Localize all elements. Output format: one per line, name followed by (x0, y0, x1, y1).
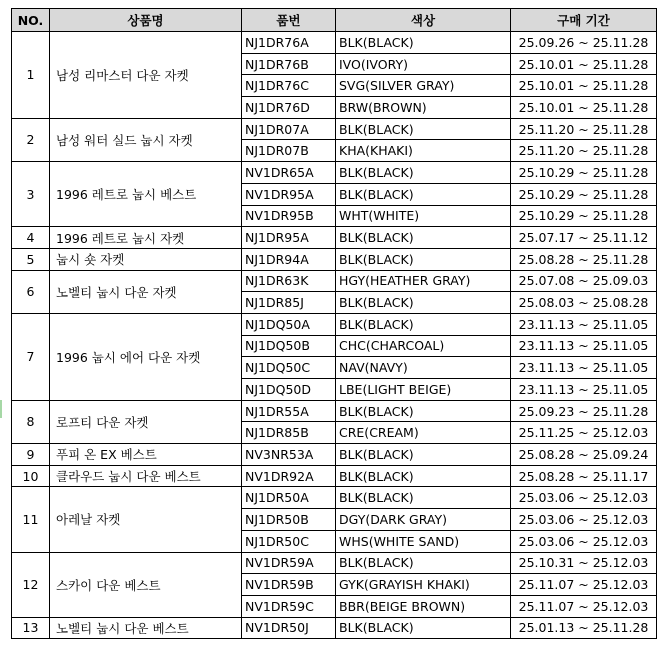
row-number-cell: 4 (12, 227, 50, 249)
purchase-period-cell: 25.07.17 ~ 25.11.12 (511, 227, 657, 249)
color-cell: BLK(BLACK) (336, 118, 511, 140)
product-name-cell: 아레날 자켓 (50, 487, 242, 552)
table-row (12, 465, 657, 487)
product-code-cell: NJ1DR85B (242, 422, 336, 444)
purchase-period-cell: 25.10.01 ~ 25.11.28 (511, 53, 657, 75)
row-number-cell: 6 (12, 270, 50, 313)
product-code-cell: NJ1DR76A (242, 32, 336, 54)
product-code-cell: NV1DR59A (242, 552, 336, 574)
product-name-cell: 1996 눕시 에어 다운 자켓 (50, 313, 242, 400)
product-code-cell: NJ1DR07B (242, 140, 336, 162)
table-body (12, 32, 657, 639)
product-name-cell: 푸피 온 EX 베스트 (50, 444, 242, 466)
purchase-period-cell: 25.11.20 ~ 25.11.28 (511, 118, 657, 140)
row-number-cell: 8 (12, 400, 50, 443)
product-code-cell: NJ1DR76C (242, 75, 336, 97)
product-code-cell: NJ1DR55A (242, 400, 336, 422)
color-cell: BLK(BLACK) (336, 465, 511, 487)
product-code-cell: NJ1DR63K (242, 270, 336, 292)
row-number-cell: 7 (12, 313, 50, 400)
purchase-period-cell: 25.09.23 ~ 25.11.28 (511, 400, 657, 422)
purchase-period-cell: 25.10.01 ~ 25.11.28 (511, 75, 657, 97)
purchase-period-cell: 25.08.28 ~ 25.11.17 (511, 465, 657, 487)
purchase-period-cell: 23.11.13 ~ 25.11.05 (511, 313, 657, 335)
color-cell: BLK(BLACK) (336, 313, 511, 335)
purchase-period-cell: 25.10.29 ~ 25.11.28 (511, 183, 657, 205)
color-cell: BLK(BLACK) (336, 248, 511, 270)
header-color: 색상 (336, 9, 511, 32)
product-code-cell: NJ1DQ50A (242, 313, 336, 335)
purchase-period-cell: 25.08.28 ~ 25.11.28 (511, 248, 657, 270)
selection-edge-marker (0, 400, 2, 418)
product-code-cell: NJ1DR50C (242, 530, 336, 552)
header-product-code: 품번 (242, 9, 336, 32)
color-cell: BLK(BLACK) (336, 292, 511, 314)
color-cell: SVG(SILVER GRAY) (336, 75, 511, 97)
color-cell: BLK(BLACK) (336, 444, 511, 466)
product-code-cell: NJ1DR50A (242, 487, 336, 509)
product-code-cell: NV1DR65A (242, 162, 336, 184)
product-code-cell: NV1DR50J (242, 617, 336, 639)
color-cell: LBE(LIGHT BEIGE) (336, 379, 511, 401)
purchase-period-cell: 25.11.25 ~ 25.12.03 (511, 422, 657, 444)
purchase-period-cell: 25.08.28 ~ 25.09.24 (511, 444, 657, 466)
color-cell: BLK(BLACK) (336, 227, 511, 249)
color-cell: CHC(CHARCOAL) (336, 335, 511, 357)
product-code-cell: NJ1DR94A (242, 248, 336, 270)
header-product-name: 상품명 (50, 9, 242, 32)
purchase-period-cell: 25.10.31 ~ 25.12.03 (511, 552, 657, 574)
header-row (12, 9, 657, 32)
table-row (12, 118, 657, 140)
product-name-cell: 1996 레트로 눕시 베스트 (50, 162, 242, 227)
product-code-cell: NJ1DR07A (242, 118, 336, 140)
purchase-period-cell: 25.09.26 ~ 25.11.28 (511, 32, 657, 54)
table-row (12, 552, 657, 574)
table-row (12, 617, 657, 639)
color-cell: NAV(NAVY) (336, 357, 511, 379)
row-number-cell: 2 (12, 118, 50, 161)
table-row (12, 162, 657, 184)
product-code-cell: NJ1DR95A (242, 227, 336, 249)
purchase-period-cell: 25.11.07 ~ 25.12.03 (511, 574, 657, 596)
purchase-period-cell: 23.11.13 ~ 25.11.05 (511, 357, 657, 379)
product-name-cell: 로프티 다운 자켓 (50, 400, 242, 443)
product-name-cell: 클라우드 눕시 다운 베스트 (50, 465, 242, 487)
color-cell: IVO(IVORY) (336, 53, 511, 75)
product-table-sheet (11, 8, 656, 639)
product-code-cell: NV1DR95B (242, 205, 336, 227)
product-name-cell: 남성 워터 실드 눕시 자켓 (50, 118, 242, 161)
product-name-cell: 스카이 다운 베스트 (50, 552, 242, 617)
purchase-period-cell: 25.01.13 ~ 25.11.28 (511, 617, 657, 639)
product-code-cell: NJ1DR76B (242, 53, 336, 75)
row-number-cell: 13 (12, 617, 50, 639)
color-cell: BLK(BLACK) (336, 400, 511, 422)
product-code-cell: NJ1DR76D (242, 97, 336, 119)
product-name-cell: 노벨티 눕시 다운 베스트 (50, 617, 242, 639)
product-name-cell: 노벨티 눕시 다운 자켓 (50, 270, 242, 313)
color-cell: HGY(HEATHER GRAY) (336, 270, 511, 292)
product-code-cell: NJ1DQ50D (242, 379, 336, 401)
product-code-cell: NJ1DQ50C (242, 357, 336, 379)
row-number-cell: 10 (12, 465, 50, 487)
table-row (12, 227, 657, 249)
color-cell: KHA(KHAKI) (336, 140, 511, 162)
color-cell: BLK(BLACK) (336, 162, 511, 184)
row-number-cell: 12 (12, 552, 50, 617)
purchase-period-cell: 25.07.08 ~ 25.09.03 (511, 270, 657, 292)
header-purchase-period: 구매 기간 (511, 9, 657, 32)
row-number-cell: 3 (12, 162, 50, 227)
product-name-cell: 남성 리마스터 다운 자켓 (50, 32, 242, 119)
color-cell: WHT(WHITE) (336, 205, 511, 227)
product-name-cell: 1996 레트로 눕시 자켓 (50, 227, 242, 249)
color-cell: BRW(BROWN) (336, 97, 511, 119)
table-row (12, 270, 657, 292)
color-cell: CRE(CREAM) (336, 422, 511, 444)
color-cell: BLK(BLACK) (336, 487, 511, 509)
product-code-cell: NJ1DR85J (242, 292, 336, 314)
table-row (12, 313, 657, 335)
color-cell: BLK(BLACK) (336, 617, 511, 639)
purchase-period-cell: 25.11.07 ~ 25.12.03 (511, 595, 657, 617)
table-row (12, 248, 657, 270)
row-number-cell: 1 (12, 32, 50, 119)
product-code-cell: NV3NR53A (242, 444, 336, 466)
color-cell: BLK(BLACK) (336, 552, 511, 574)
color-cell: DGY(DARK GRAY) (336, 509, 511, 531)
purchase-period-cell: 25.10.29 ~ 25.11.28 (511, 205, 657, 227)
table-row (12, 400, 657, 422)
purchase-period-cell: 25.11.20 ~ 25.11.28 (511, 140, 657, 162)
table-row (12, 32, 657, 54)
row-number-cell: 11 (12, 487, 50, 552)
color-cell: BLK(BLACK) (336, 183, 511, 205)
product-code-cell: NV1DR59C (242, 595, 336, 617)
product-code-cell: NJ1DQ50B (242, 335, 336, 357)
color-cell: WHS(WHITE SAND) (336, 530, 511, 552)
table-row (12, 444, 657, 466)
product-code-cell: NV1DR59B (242, 574, 336, 596)
table-row (12, 487, 657, 509)
header-no: NO. (12, 9, 50, 32)
product-code-cell: NV1DR92A (242, 465, 336, 487)
row-number-cell: 9 (12, 444, 50, 466)
product-name-cell: 눕시 숏 자켓 (50, 248, 242, 270)
product-code-cell: NJ1DR50B (242, 509, 336, 531)
purchase-period-cell: 25.10.29 ~ 25.11.28 (511, 162, 657, 184)
purchase-period-cell: 23.11.13 ~ 25.11.05 (511, 379, 657, 401)
purchase-period-cell: 23.11.13 ~ 25.11.05 (511, 335, 657, 357)
product-code-cell: NV1DR95A (242, 183, 336, 205)
purchase-period-cell: 25.03.06 ~ 25.12.03 (511, 509, 657, 531)
purchase-period-cell: 25.08.03 ~ 25.08.28 (511, 292, 657, 314)
purchase-period-cell: 25.10.01 ~ 25.11.28 (511, 97, 657, 119)
color-cell: BBR(BEIGE BROWN) (336, 595, 511, 617)
color-cell: GYK(GRAYISH KHAKI) (336, 574, 511, 596)
purchase-period-cell: 25.03.06 ~ 25.12.03 (511, 487, 657, 509)
row-number-cell: 5 (12, 248, 50, 270)
purchase-period-cell: 25.03.06 ~ 25.12.03 (511, 530, 657, 552)
color-cell: BLK(BLACK) (336, 32, 511, 54)
product-table (11, 8, 657, 639)
